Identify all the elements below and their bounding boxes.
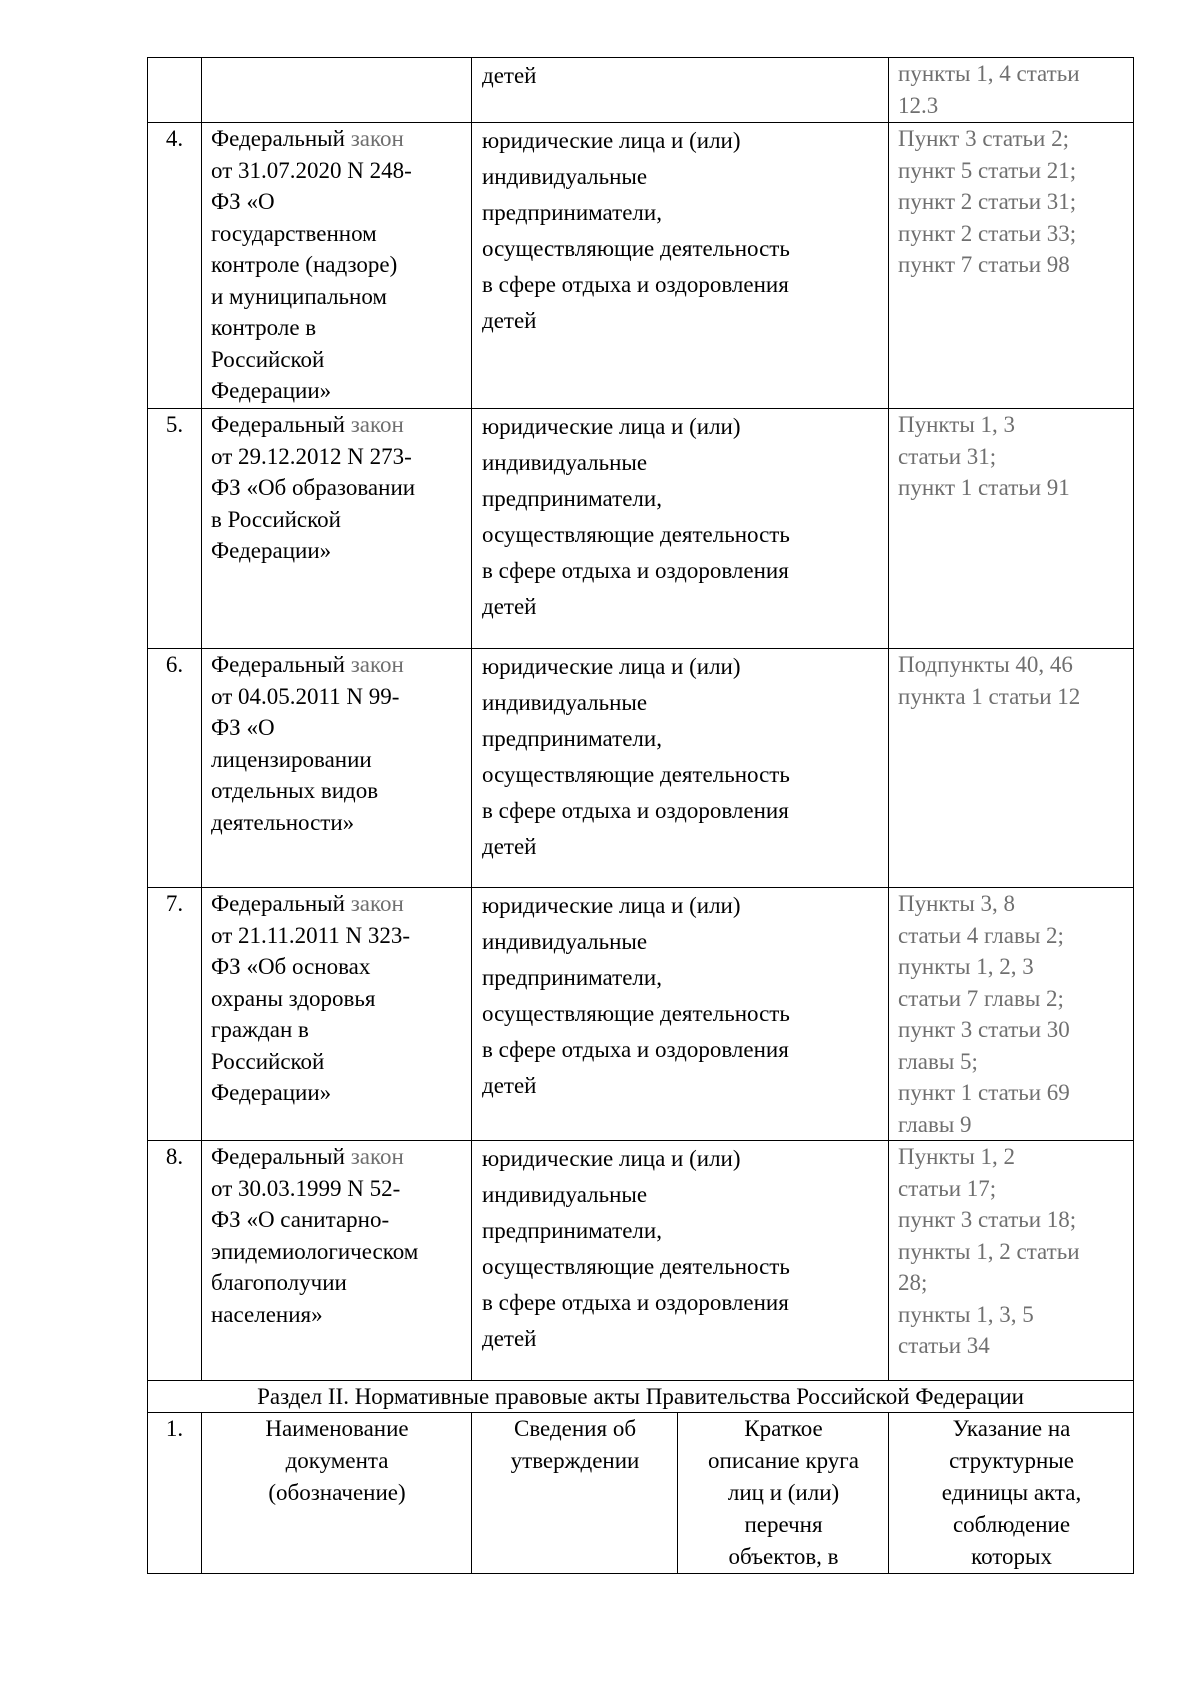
- subject-line: осуществляющие деятельность: [482, 1001, 790, 1026]
- row-number-cell: [148, 649, 202, 888]
- header-number: 1.: [148, 1413, 202, 1574]
- ref-line[interactable]: главы 5;: [898, 1048, 978, 1074]
- ref-line[interactable]: пункт 2 статьи 31;: [898, 189, 1077, 214]
- ref-line: 12.3: [898, 92, 939, 118]
- law-name-line: Федерации»: [211, 378, 332, 403]
- law-name-line: граждан в: [211, 1017, 309, 1042]
- subject-line: детей: [482, 63, 537, 88]
- law-name-line: деятельности»: [211, 809, 355, 835]
- law-name-line: от 30.03.1999 N 52-: [211, 1175, 401, 1201]
- structural-units-cell: [889, 649, 1134, 888]
- law-name-line: от 21.11.2011 N 323-: [211, 922, 411, 948]
- ref-line[interactable]: статьи 7 главы 2;: [898, 985, 1064, 1011]
- subject-line: юридические лица и (или): [482, 893, 741, 918]
- law-type: Федеральный: [211, 891, 345, 916]
- subjects-cell: [472, 888, 889, 1141]
- header-document-name-line: Наименование: [265, 1416, 409, 1441]
- law-name-line: в Российской: [211, 506, 341, 532]
- table-row: [148, 649, 1134, 888]
- structural-units-cell: [889, 123, 1134, 409]
- header-approval-info-line: Сведения об: [513, 1416, 637, 1441]
- law-name-cell: [202, 123, 472, 409]
- subjects-cell: [472, 58, 889, 123]
- ref-line[interactable]: пункты 1, 2 статьи: [898, 1238, 1080, 1264]
- subject-line: детей: [482, 594, 537, 619]
- subject-line: юридические лица и (или): [482, 654, 741, 679]
- header-description-line: объектов, в: [728, 1544, 839, 1569]
- law-name-cell: [202, 58, 472, 123]
- law-name-first-line: [211, 1141, 463, 1173]
- law-name-cell: [202, 409, 472, 649]
- ref-line[interactable]: Подпункты 40, 46: [898, 652, 1073, 677]
- subject-line: индивидуальные: [482, 164, 648, 189]
- header-structural-units-line: Указание на: [952, 1416, 1071, 1441]
- law-name-line: эпидемиологическом: [211, 1238, 419, 1264]
- row-number: 7.: [165, 891, 184, 916]
- row-number: 8.: [165, 1144, 184, 1169]
- row-number-cell: [148, 58, 202, 123]
- subject-line: предприниматели,: [482, 726, 662, 751]
- subjects-cell: [472, 409, 889, 649]
- table-row-continuation: [148, 58, 1134, 123]
- law-name-line: контроле в: [211, 315, 317, 340]
- table-row: [148, 888, 1134, 1141]
- law-name-line: Федерации»: [211, 538, 332, 563]
- ref-line[interactable]: статьи 31;: [898, 443, 997, 469]
- ref-line[interactable]: Пункт 3 статьи 2;: [898, 126, 1069, 151]
- subject-line: осуществляющие деятельность: [482, 522, 790, 547]
- header-document-name-line: документа: [285, 1448, 389, 1473]
- subject-line: в сфере отдыха и оздоровления: [482, 1037, 789, 1062]
- subject-line: предприниматели,: [482, 965, 662, 990]
- subject-line: детей: [482, 308, 537, 333]
- law-word-link[interactable]: закон: [350, 652, 404, 677]
- subject-line: в сфере отдыха и оздоровления: [482, 558, 789, 583]
- ref-line[interactable]: Пункты 3, 8: [898, 891, 1016, 916]
- header-structural-units-line: которых: [971, 1544, 1052, 1569]
- subject-line: детей: [482, 834, 537, 859]
- ref-line[interactable]: статьи 17;: [898, 1175, 997, 1201]
- header-description-line: перечня: [744, 1512, 823, 1537]
- header-structural-units-line: структурные: [949, 1448, 1074, 1473]
- subject-line: индивидуальные: [482, 450, 648, 475]
- structural-units-cell: [889, 1141, 1134, 1381]
- subjects-cell: [472, 123, 889, 409]
- structural-units-cell: [889, 888, 1134, 1141]
- law-name-line: благополучии: [211, 1270, 347, 1295]
- law-word-link[interactable]: закон: [350, 126, 404, 151]
- ref-line[interactable]: пункт 2 статьи 33;: [898, 220, 1077, 246]
- law-name-line: ФЗ «Об основах: [211, 954, 371, 979]
- ref-line[interactable]: пункты 1, 2, 3: [898, 954, 1034, 979]
- law-name-line: охраны здоровья: [211, 985, 376, 1011]
- law-name-line: населения»: [211, 1301, 323, 1327]
- ref-line[interactable]: Пункты 1, 3: [898, 412, 1016, 437]
- row-number-cell: [148, 409, 202, 649]
- subject-line: предприниматели,: [482, 486, 662, 511]
- subject-line: осуществляющие деятельность: [482, 236, 790, 261]
- requirements-table: [147, 57, 1134, 1574]
- row-number-cell: [148, 1141, 202, 1381]
- subject-line: в сфере отдыха и оздоровления: [482, 272, 789, 297]
- ref-line: пункты 1, 4 статьи: [898, 61, 1080, 86]
- law-name-line: контроле (надзоре): [211, 252, 398, 277]
- law-type: Федеральный: [211, 412, 345, 437]
- subject-line: юридические лица и (или): [482, 1146, 741, 1171]
- ref-line[interactable]: пункт 3 статьи 18;: [898, 1207, 1077, 1232]
- law-word-link[interactable]: закон: [350, 891, 404, 916]
- law-name-first-line: [211, 888, 463, 920]
- header-structural-units-line: единицы акта,: [941, 1480, 1082, 1505]
- table-row: [148, 1141, 1134, 1381]
- row-number-cell: [148, 123, 202, 409]
- law-name-line: Российской: [211, 346, 325, 372]
- row-number: 6.: [165, 652, 184, 677]
- header-description: [678, 1413, 889, 1574]
- ref-line[interactable]: статьи 34: [898, 1333, 990, 1358]
- row-number: 4.: [165, 126, 184, 151]
- law-name-line: лицензировании: [211, 746, 372, 772]
- law-name-line: ФЗ «О санитарно-: [211, 1207, 390, 1232]
- subject-line: детей: [482, 1073, 537, 1098]
- ref-line[interactable]: пункт 1 статьи 69: [898, 1080, 1070, 1105]
- law-name-first-line: [211, 123, 463, 155]
- law-word-link[interactable]: закон: [350, 1144, 404, 1169]
- law-type: Федеральный: [211, 1144, 345, 1169]
- subject-line: предприниматели,: [482, 1218, 662, 1243]
- header-description-line: описание круга: [708, 1448, 859, 1473]
- subjects-cell: [472, 649, 889, 888]
- law-name-line: Российской: [211, 1048, 325, 1074]
- law-name-line: отдельных видов: [211, 778, 379, 803]
- law-name-cell: [202, 1141, 472, 1381]
- law-name-line: ФЗ «О: [211, 715, 275, 740]
- law-name-line: от 04.05.2011 N 99-: [211, 683, 400, 709]
- law-name-line: от 31.07.2020 N 248-: [211, 157, 412, 183]
- ref-line[interactable]: пункт 7 статьи 98: [898, 252, 1070, 277]
- ref-line[interactable]: пункты 1, 3, 5: [898, 1301, 1034, 1327]
- law-name-line: ФЗ «О: [211, 189, 275, 214]
- section-title: Раздел II. Нормативные правовые акты Правительства Российской Федерации: [148, 1381, 1134, 1413]
- subject-line: осуществляющие деятельность: [482, 762, 790, 787]
- ref-line[interactable]: пункт 1 статьи 91: [898, 475, 1070, 500]
- law-name-cell: [202, 888, 472, 1141]
- ref-line[interactable]: 28;: [898, 1270, 928, 1295]
- subject-line: индивидуальные: [482, 1182, 648, 1207]
- header-document-name-line: (обозначение): [268, 1480, 406, 1505]
- header-approval-info: [472, 1413, 678, 1574]
- law-name-line: государственном: [211, 220, 377, 246]
- header-structural-units-line: соблюдение: [952, 1512, 1071, 1537]
- table-row: [148, 409, 1134, 649]
- row-number-cell: [148, 888, 202, 1141]
- law-name-line: и муниципальном: [211, 283, 387, 309]
- subject-line: осуществляющие деятельность: [482, 1254, 790, 1279]
- subject-line: предприниматели,: [482, 200, 662, 225]
- subject-line: детей: [482, 1326, 537, 1351]
- structural-units-cell: [889, 409, 1134, 649]
- row-number: 5.: [165, 412, 184, 437]
- law-word-link[interactable]: закон: [350, 412, 404, 437]
- law-name-first-line: [211, 409, 463, 441]
- section-header-row: [148, 1413, 1134, 1574]
- ref-line[interactable]: пункт 3 статьи 30: [898, 1017, 1070, 1042]
- structural-units-cell: [889, 58, 1134, 123]
- law-type: Федеральный: [211, 652, 345, 677]
- header-description-line: лиц и (или): [727, 1480, 840, 1505]
- subject-line: в сфере отдыха и оздоровления: [482, 798, 789, 823]
- subject-line: юридические лица и (или): [482, 128, 741, 153]
- header-description-line: Краткое: [744, 1416, 823, 1441]
- law-name-line: ФЗ «Об образовании: [211, 475, 416, 500]
- header-document-name: [202, 1413, 472, 1574]
- subject-line: индивидуальные: [482, 929, 648, 954]
- section-title-row: [148, 1381, 1134, 1413]
- ref-line[interactable]: пункт 5 статьи 21;: [898, 157, 1077, 183]
- law-type: Федеральный: [211, 126, 345, 151]
- header-approval-info-line: утверждении: [510, 1448, 640, 1473]
- law-name-cell: [202, 649, 472, 888]
- ref-line[interactable]: Пункты 1, 2: [898, 1144, 1016, 1169]
- subject-line: юридические лица и (или): [482, 414, 741, 439]
- table-row: [148, 123, 1134, 409]
- ref-line[interactable]: пункта 1 статьи 12: [898, 683, 1081, 709]
- law-name-line: Федерации»: [211, 1080, 332, 1105]
- subject-line: индивидуальные: [482, 690, 648, 715]
- subjects-cell: [472, 1141, 889, 1381]
- header-structural-units: [889, 1413, 1134, 1574]
- ref-line[interactable]: статьи 4 главы 2;: [898, 922, 1064, 948]
- law-name-line: от 29.12.2012 N 273-: [211, 443, 412, 469]
- subject-line: в сфере отдыха и оздоровления: [482, 1290, 789, 1315]
- law-name-first-line: [211, 649, 463, 681]
- ref-line[interactable]: главы 9: [898, 1111, 972, 1137]
